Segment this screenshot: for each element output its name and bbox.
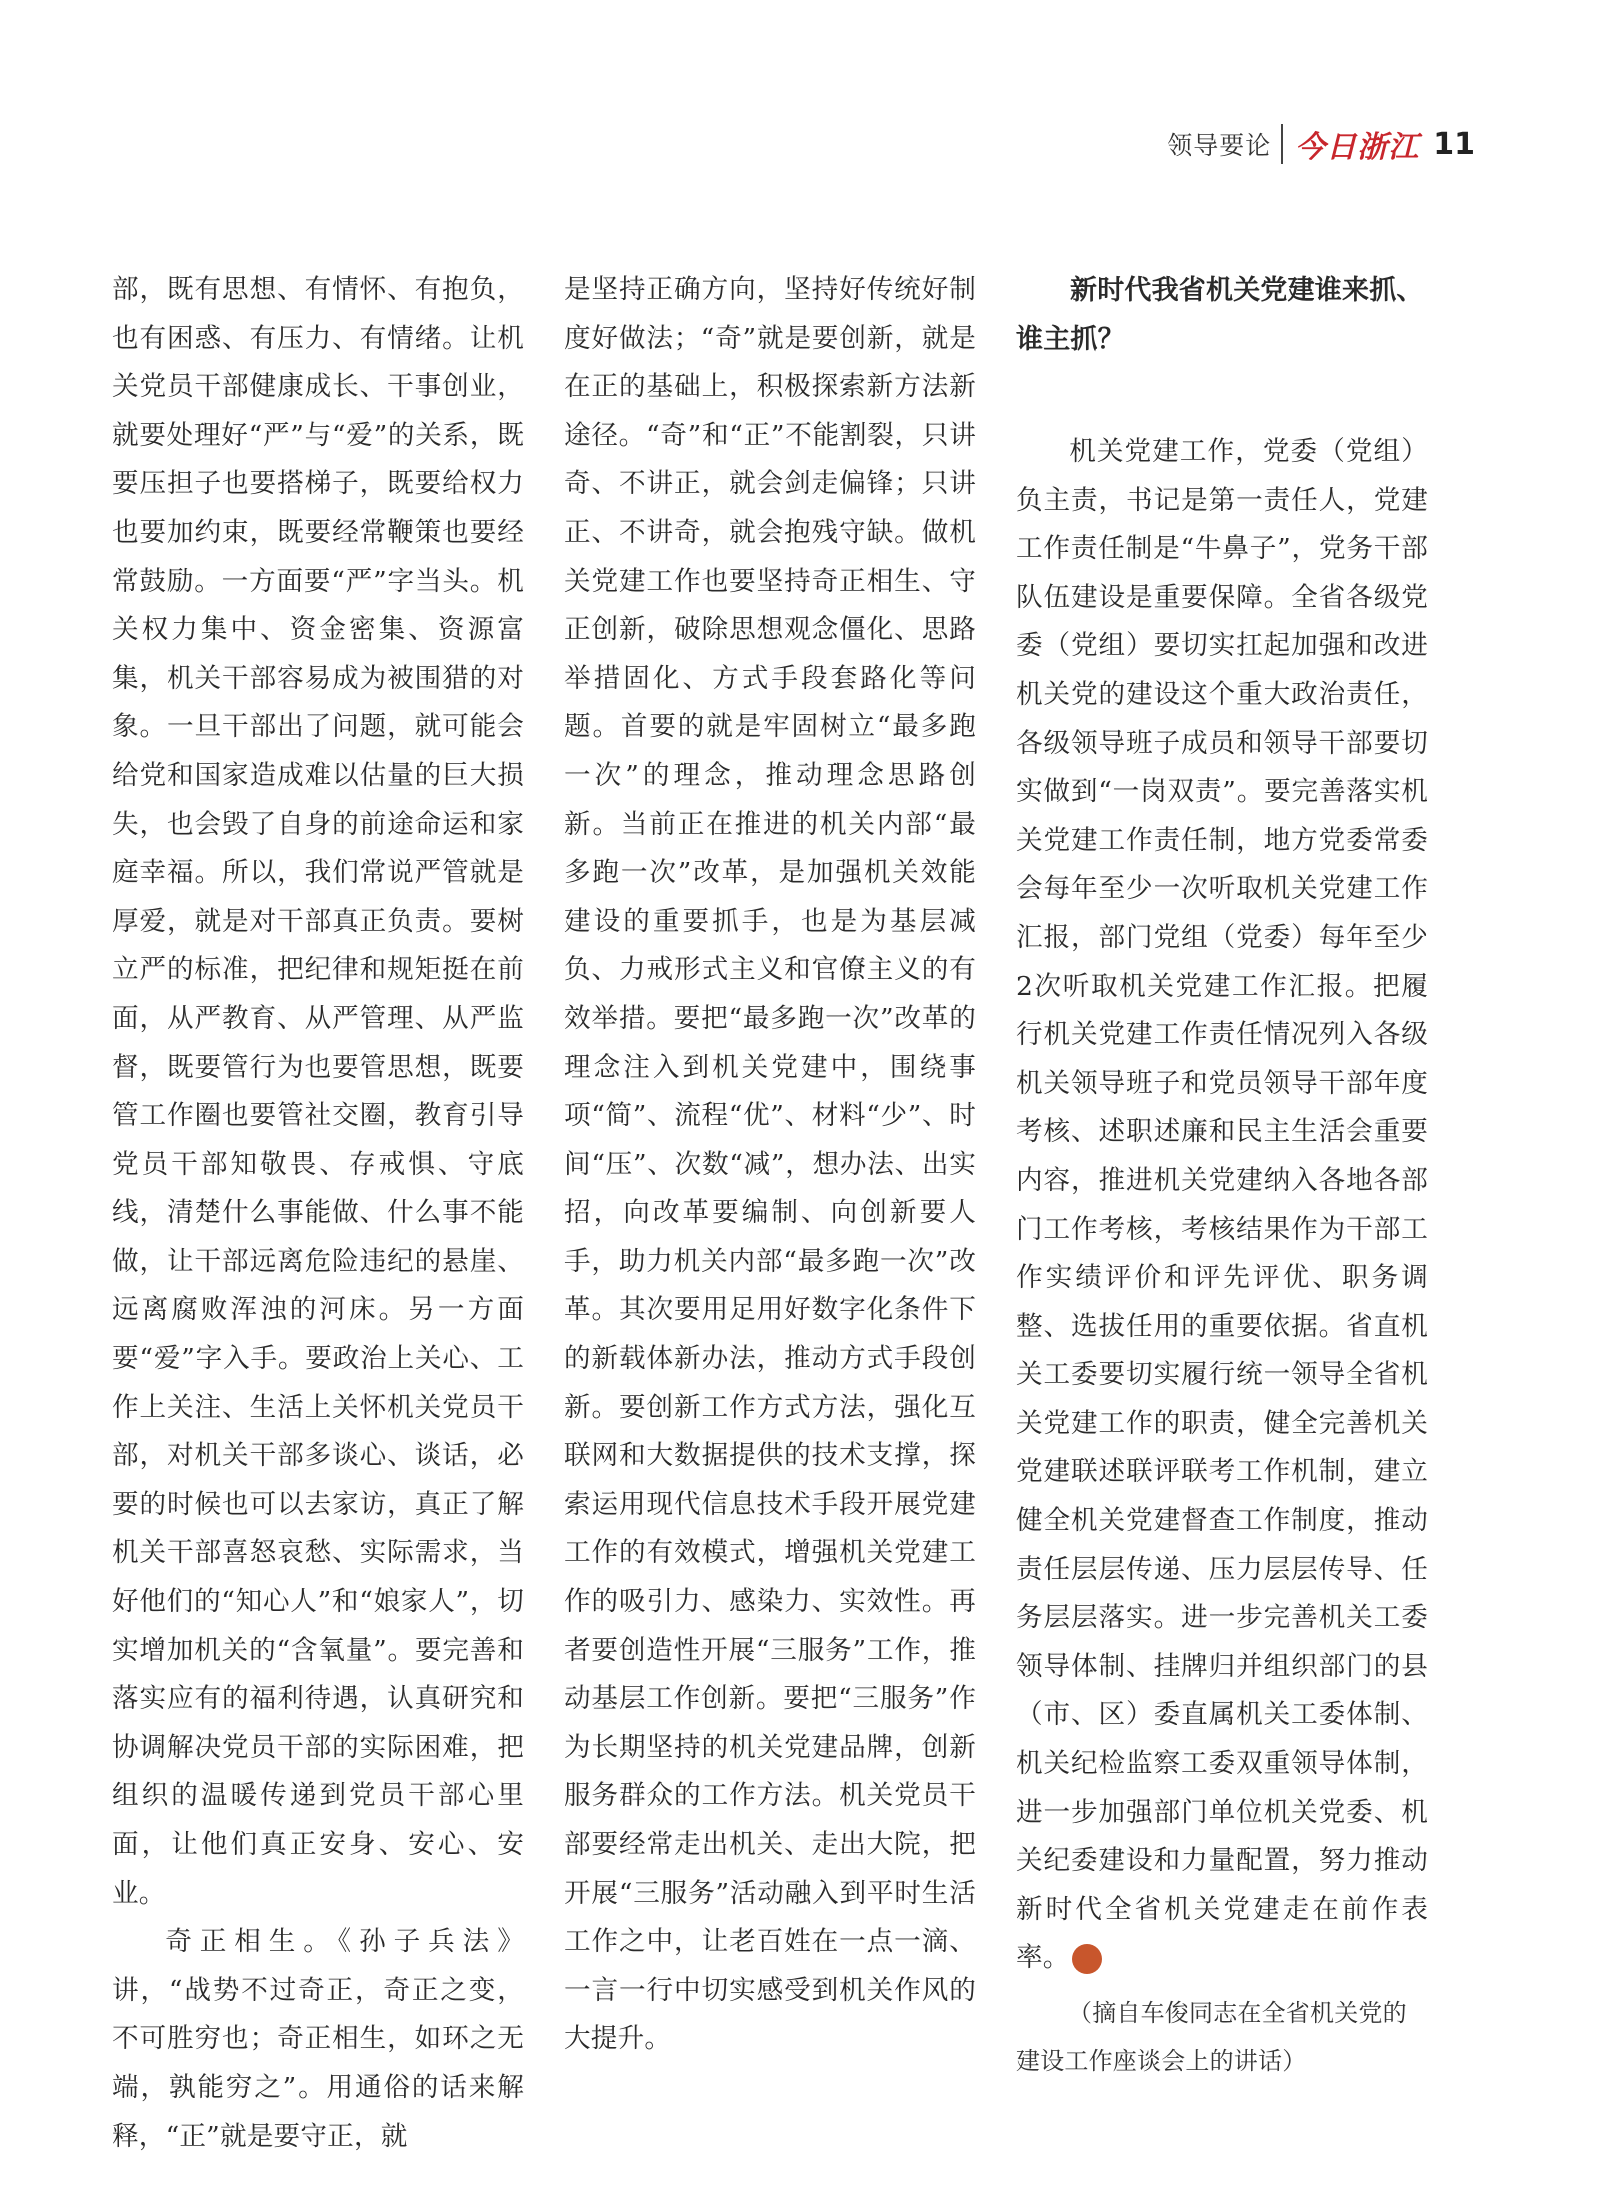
text-column-2 <box>564 266 976 2064</box>
header-divider <box>1281 124 1283 164</box>
section-subheading <box>1016 266 1428 364</box>
text-column-3 <box>1016 266 1428 2085</box>
magazine-logo: 今日浙江 <box>1295 130 1420 165</box>
end-mark-icon: 今 <box>1072 1944 1102 1974</box>
section-label: 领导要论 <box>1167 131 1272 160</box>
text-column-1 <box>112 266 524 2161</box>
source-note <box>1016 1989 1428 2085</box>
paragraph: 是坚持正确方向，坚持好传统好制度好做法；“奇”就是要创新，就是在正的基础上，积极探索新方法新途径。“奇”和“正”不能割裂，只讲奇、不讲正，就会剑走偏锋；只讲正、不讲奇，就会抱残守缺。做机关党建工作也要坚持奇正相生、守正创新，破除思想观念僵化、思路举措固化、方式手段套路化等问题。首要的就是牢固树立“最多跑一次”的理念，推动理念思路创新。当前正在推进的机关内部“最多跑一次”改革，是加强机关效能建设的重要抓手，也是为基层减负、力戒形式主义和官僚主义的有效举措。要把“最多跑一次”改革的理念注入到机关党建中，围绕事项“简”、流程“优”、材料“少”、时间“压”、次数“减”，想办法、出实招，向改革要编制、向创新要人手，助力机关内部“最多跑一次”改革。其次要用足用好数字化条件下的新载体新办法，推动方式手段创新。要创新工作方式方法，强化互联网和大数据提供的技术支撑，探索运用现代信息技术手段开展党建工作的有效模式，增强机关党建工作的吸引力、感染力、实效性。再者要创造性开展“三服务”工作，推动基层工作创新。要把“三服务”作为长期坚持的机关党建品牌，创新服务群众的工作方法。机关党员干部要经常走出机关、走出大院，把开展“三服务”活动融入到平时生活工作之中，让老百姓在一点一滴、一言一行中切实感受到机关作风的大提升。 <box>564 274 976 2055</box>
subheading-line-2: 谁主抓？ <box>1016 324 1125 355</box>
page-header <box>1167 120 1475 168</box>
paragraph-lead: 奇正相生。 <box>165 1926 338 1958</box>
page-number: 11 <box>1433 126 1475 162</box>
paragraph: 部，既有思想、有情怀、有抱负，也有困惑、有压力、有情绪。让机关党员干部健康成长、干事创业，就要处理好“严”与“爱”的关系，既要压担子也要搭梯子，既要给权力也要加约束，既要经常鞭策也要经常鼓励。一方面要“严”字当头。机关权力集中、资金密集、资源富集，机关干部容易成为被围猎的对象。一旦干部出了问题，就可能会给党和国家造成难以估量的巨大损失，也会毁了自身的前途命运和家庭幸福。所以，我们常说严管就是厚爱，就是对干部真正负责。要树立严的标准，把纪律和规矩挺在前面，从严教育、从严管理、从严监督，既要管行为也要管思想，既要管工作圈也要管社交圈，教育引导党员干部知敬畏、存戒惧、守底线，清楚什么事能做、什么事不能做，让干部远离危险违纪的悬崖、远离腐败浑浊的河床。另一方面要“爱”字入手。要政治上关心、工作上关注、生活上关怀机关党员干部，对机关干部多谈心、谈话，必要的时候也可以去家访，真正了解机关干部喜怒哀愁、实际需求，当好他们的“知心人”和“娘家人”，切实增加机关的“含氧量”。要完善和落实应有的福利待遇，认真研究和协调解决党员干部的实际困难，把组织的温暖传递到党员干部心里面，让他们真正安身、安心、安业。 <box>112 274 524 1909</box>
paragraph-body: 机关党建工作，党委（党组）负主责，书记是第一责任人，党建工作责任制是“牛鼻子”，党务干部队伍建设是重要保障。全省各级党委（党组）要切实扛起加强和改进机关党的建设这个重大政治责任，各级领导班子成员和领导干部要切实做到“一岗双责”。要完善落实机关党建工作责任制，地方党委常委会每年至少一次听取机关党建工作汇报，部门党组（党委）每年至少2次听取机关党建工作汇报。把履行机关党建工作责任情况列入各级机关领导班子和党员领导干部年度考核、述职述廉和民主生活会重要内容，推进机关党建纳入各地各部门工作考核，考核结果作为干部工作实绩评价和评先评优、职务调整、选拔任用的重要依据。省直机关工委要切实履行统一领导全省机关党建工作的职责，健全完善机关党建联述联评联考工作机制，建立健全机关党建督查工作制度，推动责任层层传递、压力层层传导、任务层层落实。进一步完善机关工委领导体制、挂牌归并组织部门的县（市、区）委直属机关工委体制、机关纪检监察工委双重领导体制，进一步加强部门单位机关党委、机关纪委建设和力量配置，努力推动新时代全省机关党建走在前作表率。 <box>1016 436 1428 1974</box>
paragraph <box>112 1918 524 2161</box>
paragraph <box>1016 428 1428 1983</box>
subheading-line-1: 新时代我省机关党建谁来抓、 <box>1070 275 1424 306</box>
paragraph-body: 《孙子兵法》讲，“战势不过奇正，奇正之变，不可胜穷也；奇正相生，如环之无端，孰能穷之”。用通俗的话来解释，“正”就是要守正，就 <box>112 1926 524 2152</box>
source-note-line-1: （摘自车俊同志在全省机关党的 <box>1068 1999 1407 2027</box>
source-note-line-2: 建设工作座谈会上的讲话） <box>1016 2047 1307 2075</box>
